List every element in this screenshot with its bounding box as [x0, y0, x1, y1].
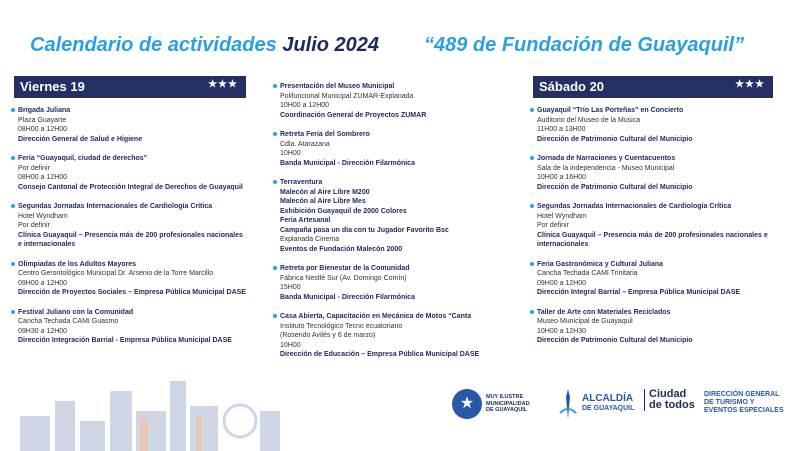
event-detail: Explanada Cinema	[280, 236, 340, 243]
event-title: Olimpiadas de los Adultos Mayores	[14, 260, 246, 270]
event-organizer: Banda Municipal - Dirección Filarmónica	[280, 293, 415, 301]
logo-text: de todos	[649, 399, 695, 411]
event-organizer: Clínica Guayaquil – Presencia más de 200 profesionales nacionales e internacionales	[537, 231, 768, 248]
event-item	[276, 82, 508, 120]
event-detail: Plaza Guayarte	[18, 116, 67, 124]
event-detail: Por definir	[18, 164, 50, 172]
logo-text: DE GUAYAQUIL	[486, 407, 528, 414]
event-detail: 10H00 a 12H00	[280, 102, 330, 109]
logo-text: DE GUAYAQUIL	[582, 405, 635, 412]
event-detail: 09H30 a 12H00	[18, 327, 68, 335]
event-detail: Cancha Techada CAMI Trinitaria	[537, 270, 638, 277]
event-list	[533, 98, 773, 346]
event-item	[276, 178, 508, 254]
alcaldia-logo	[556, 387, 634, 421]
title-part1: Calendario de actividades	[30, 34, 277, 56]
event-detail: Por definir	[537, 222, 569, 229]
day-label: Sábado 20	[539, 79, 605, 94]
event-organizer: Dirección General de Salud e Higiene	[18, 135, 143, 143]
logo-text: EVENTOS ESPECIALES	[704, 407, 784, 414]
event-detail: Hotel Wyndham	[537, 212, 587, 220]
municipalidad-logo	[452, 389, 546, 419]
page-subtitle: “489 de Fundación de Guayaquil”	[424, 34, 745, 56]
event-title: Taller de Arte con Materiales Reciclados	[533, 308, 773, 318]
logo-text: ALCALDÍA	[582, 393, 634, 404]
event-item	[533, 260, 773, 298]
event-organizer: Dirección de Patrimonio Cultural del Municipio	[537, 183, 693, 191]
monument-icon	[556, 387, 580, 421]
event-organizer: Eventos de Fundación Malecón 2000	[280, 245, 403, 253]
event-detail: Por definir	[18, 222, 50, 229]
event-organizer: Dirección de Patrimonio Cultural del Municipio	[537, 337, 693, 344]
event-detail: 11H00 a 13H00	[537, 126, 586, 133]
event-item	[276, 130, 508, 168]
stars-icon: ★★★	[208, 79, 238, 90]
event-title: Jornada de Narraciones y Cuentacuentos	[533, 154, 773, 164]
star-emblem-icon: ★	[452, 389, 482, 419]
event-detail: (Rosendo Avilés y 6 de marzo)	[280, 332, 376, 339]
event-detail: Auditorio del Museo de la Música	[537, 116, 641, 124]
event-detail: Hotel Wyndham	[18, 212, 68, 220]
title-part2: Julio 2024	[282, 34, 380, 56]
event-item	[14, 308, 246, 346]
event-title: Presentación del Museo Municipal	[276, 82, 508, 92]
event-detail: Cancha Techada CAMI Guasmo	[18, 318, 119, 325]
event-organizer: Clínica Guayaquil – Presencia más de 200 profesionales nacionales e internacionales	[18, 231, 243, 248]
event-item	[533, 308, 773, 346]
event-item	[14, 154, 246, 192]
logo-text: MUNICIPALIDAD	[486, 400, 530, 407]
event-subtitle: Malecón al Aire Libre Mes	[280, 198, 366, 205]
event-detail: 10H00	[280, 150, 301, 157]
event-item	[14, 202, 246, 250]
event-detail: Sala de la independencia - Museo Municipal	[537, 164, 675, 172]
city-skyline-illustration	[0, 361, 300, 451]
direccion-turismo-logo	[704, 391, 794, 415]
event-organizer: Consejo Cantonal de Protección Integral de Derechos de Guayaquil	[18, 183, 243, 191]
event-item	[14, 106, 246, 144]
stars-icon: ★★★	[735, 79, 765, 90]
event-title: Feria “Guayaquil, ciudad de derechos”	[14, 154, 246, 164]
logo-text: MUY ILUSTRE	[486, 394, 524, 401]
event-title: Terraventura	[276, 178, 508, 188]
event-title: Segundas Jornadas Internacionales de Cardiología Crítica	[14, 202, 246, 212]
event-organizer: Dirección Integración Barrial - Empresa Pública Municipal DASE	[18, 337, 232, 344]
event-title: Retreta por Bienestar de la Comunidad	[276, 264, 508, 274]
event-organizer: Dirección de Patrimonio Cultural del Municipio	[537, 135, 693, 143]
event-organizer: Dirección de Educación – Empresa Pública Municipal DASE	[280, 351, 480, 358]
footer-logos	[452, 387, 792, 437]
logo-text: DIRECCIÓN GENERAL	[704, 391, 780, 398]
event-organizer: Dirección de Proyectos Sociales – Empresa Pública Municipal DASE	[18, 289, 246, 296]
event-organizer: Coordinación General de Proyectos ZUMAR	[280, 111, 427, 119]
ciudad-de-todos-logo	[644, 389, 695, 411]
column-continued	[276, 76, 508, 370]
page-title	[30, 34, 379, 57]
event-detail: 10H00	[280, 341, 301, 349]
event-detail: Polifuncional Municipal ZUMAR-Explanada	[280, 92, 414, 100]
event-detail: 10H00 a 12H30	[537, 327, 587, 335]
event-title: Festival Juliano con la Comunidad	[14, 308, 246, 318]
event-detail: Cdla. Atarazana	[280, 140, 330, 148]
event-title: Brigada Juliana	[14, 106, 246, 116]
event-detail: 10H00 a 16H00	[537, 174, 587, 181]
day-header-viernes	[14, 76, 246, 98]
event-detail: 15H00	[280, 284, 301, 291]
event-list	[276, 76, 508, 360]
column-sabado	[533, 76, 773, 356]
event-list	[14, 98, 246, 346]
event-item	[533, 202, 773, 250]
event-subtitle: Exhibición Guayaquil de 2000 Colores	[280, 207, 407, 215]
event-item	[533, 154, 773, 192]
event-detail: Museo Municipal de Guayaquil	[537, 318, 633, 325]
event-title: Guayaquil “Trío Las Porteñas” en Concierto	[533, 106, 773, 116]
event-title: Segundas Jornadas Internacionales de Cardiología Crítica	[533, 202, 773, 212]
event-item	[276, 312, 508, 360]
event-detail: 08H00 a 12H00	[18, 174, 68, 181]
event-detail: Centro Gerontológico Municipal Dr. Arsenio de la Torre Marcillo	[18, 270, 214, 277]
event-item	[14, 260, 246, 298]
event-detail: Fábrica Nestlé Sur (Av. Domingo Comín)	[280, 274, 407, 282]
logo-text: DE TURISMO Y	[704, 399, 755, 406]
event-subtitle: Malecón al Aire Libre M200	[280, 188, 370, 196]
logo-text: Ciudad	[649, 388, 687, 400]
column-viernes	[14, 76, 246, 356]
day-header-sabado	[533, 76, 773, 98]
event-title: Retreta Feria del Sombrero	[276, 130, 508, 140]
event-subtitle: Feria Artesanal	[280, 217, 331, 224]
day-label: Viernes 19	[20, 79, 85, 94]
event-detail: 09H00 a 12H00	[18, 279, 68, 287]
event-detail: 08H00 a 12H00	[18, 126, 68, 133]
event-title: Feria Gastronómica y Cultural Juliana	[533, 260, 773, 270]
event-detail: Instituto Tecnológico Tecno ecuatoriano	[280, 322, 403, 330]
event-item	[276, 264, 508, 302]
event-organizer: Banda Municipal - Dirección Filarmónica	[280, 159, 415, 167]
event-organizer: Dirección Integral Barrial – Empresa Pública Municipal DASE	[537, 289, 741, 296]
event-title: Casa Abierta, Capacitación en Mecánica de Motos “Canta	[276, 312, 508, 322]
event-item	[533, 106, 773, 144]
event-subtitle: Campaña pasa un día con tu Jugador Favorito Bsc	[280, 226, 449, 234]
event-detail: 09H00 a 12H00	[537, 279, 587, 287]
